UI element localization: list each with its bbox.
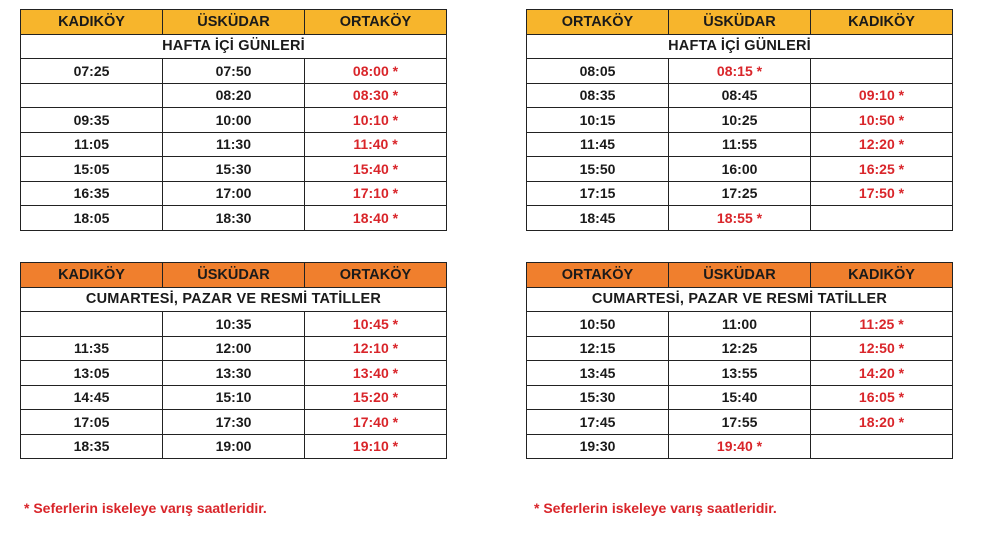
arrival-time: 18:55 *: [669, 206, 811, 231]
table-header-row: [21, 10, 447, 35]
departure-time: 15:30: [527, 385, 669, 410]
column-header: ÜSKÜDAR: [669, 263, 811, 288]
arrival-time: 11:25 *: [811, 312, 953, 337]
table-row: [527, 206, 953, 231]
table-row: [21, 361, 447, 386]
weekday-kadikoy-ortakoy-table: [20, 9, 447, 231]
arrival-time: 12:50 *: [811, 336, 953, 361]
arrival-time: 09:10 *: [811, 83, 953, 108]
departure-time: 10:00: [163, 108, 305, 133]
departure-time: 17:25: [669, 181, 811, 206]
table-row: [21, 336, 447, 361]
weekday-ortakoy-kadikoy-table: [526, 9, 953, 231]
arrival-note-right: * Seferlerin iskeleye varış saatleridir.: [534, 500, 777, 516]
departure-time: 13:05: [21, 361, 163, 386]
column-header: KADIKÖY: [811, 263, 953, 288]
departure-time: 11:55: [669, 132, 811, 157]
arrival-time: 16:05 *: [811, 385, 953, 410]
column-header: ÜSKÜDAR: [163, 263, 305, 288]
weekend-ortakoy-kadikoy-table: [526, 262, 953, 459]
departure-time: 13:55: [669, 361, 811, 386]
arrival-time: 10:45 *: [305, 312, 447, 337]
table-row: [21, 312, 447, 337]
departure-time: 08:45: [669, 83, 811, 108]
departure-time: 13:45: [527, 361, 669, 386]
table-row: [21, 108, 447, 133]
arrival-time: 08:15 *: [669, 59, 811, 84]
departure-time: 10:25: [669, 108, 811, 133]
column-header: ORTAKÖY: [527, 263, 669, 288]
departure-time: 18:45: [527, 206, 669, 231]
departure-time: 16:35: [21, 181, 163, 206]
arrival-time: [811, 59, 953, 84]
departure-time: 18:35: [21, 434, 163, 459]
departure-time: 07:25: [21, 59, 163, 84]
departure-time: 17:00: [163, 181, 305, 206]
section-title: CUMARTESİ, PAZAR VE RESMİ TATİLLER: [527, 287, 953, 312]
departure-time: 13:30: [163, 361, 305, 386]
table-row: [527, 132, 953, 157]
departure-time: 17:05: [21, 410, 163, 435]
arrival-time: 18:40 *: [305, 206, 447, 231]
departure-time: 12:25: [669, 336, 811, 361]
table-header-row: [21, 263, 447, 288]
departure-time: 17:45: [527, 410, 669, 435]
departure-time: 11:35: [21, 336, 163, 361]
departure-time: 15:30: [163, 157, 305, 182]
departure-time: 08:20: [163, 83, 305, 108]
departure-time: 10:50: [527, 312, 669, 337]
departure-time: 17:30: [163, 410, 305, 435]
departure-time: 12:00: [163, 336, 305, 361]
departure-time: 15:10: [163, 385, 305, 410]
arrival-note-left: * Seferlerin iskeleye varış saatleridir.: [24, 500, 267, 516]
departure-time: 18:05: [21, 206, 163, 231]
table-row: [21, 206, 447, 231]
arrival-time: 19:10 *: [305, 434, 447, 459]
arrival-time: 18:20 *: [811, 410, 953, 435]
arrival-time: 13:40 *: [305, 361, 447, 386]
table-row: [527, 410, 953, 435]
departure-time: 09:35: [21, 108, 163, 133]
column-header: ORTAKÖY: [305, 263, 447, 288]
weekend-kadikoy-ortakoy-table: [20, 262, 447, 459]
section-row: [21, 287, 447, 312]
arrival-time: 12:10 *: [305, 336, 447, 361]
departure-time: 11:30: [163, 132, 305, 157]
table-row: [527, 108, 953, 133]
arrival-time: 12:20 *: [811, 132, 953, 157]
table-row: [21, 157, 447, 182]
departure-time: 15:40: [669, 385, 811, 410]
table-header-row: [527, 10, 953, 35]
section-row: [21, 34, 447, 59]
departure-time: [21, 312, 163, 337]
arrival-time: 08:00 *: [305, 59, 447, 84]
table-row: [21, 385, 447, 410]
column-header: KADIKÖY: [811, 10, 953, 35]
section-title: HAFTA İÇİ GÜNLERİ: [527, 34, 953, 59]
table-row: [21, 410, 447, 435]
column-header: ORTAKÖY: [305, 10, 447, 35]
arrival-time: 08:30 *: [305, 83, 447, 108]
departure-time: 10:15: [527, 108, 669, 133]
departure-time: 12:15: [527, 336, 669, 361]
table-row: [527, 312, 953, 337]
departure-time: 11:05: [21, 132, 163, 157]
arrival-time: 15:40 *: [305, 157, 447, 182]
arrival-time: 17:50 *: [811, 181, 953, 206]
departure-time: 11:45: [527, 132, 669, 157]
table-row: [527, 157, 953, 182]
arrival-time: 19:40 *: [669, 434, 811, 459]
departure-time: 15:05: [21, 157, 163, 182]
departure-time: 08:35: [527, 83, 669, 108]
arrival-time: 10:10 *: [305, 108, 447, 133]
table-row: [21, 434, 447, 459]
departure-time: 14:45: [21, 385, 163, 410]
arrival-time: 14:20 *: [811, 361, 953, 386]
table-row: [21, 83, 447, 108]
arrival-time: 10:50 *: [811, 108, 953, 133]
section-title: CUMARTESİ, PAZAR VE RESMİ TATİLLER: [21, 287, 447, 312]
table-header-row: [527, 263, 953, 288]
departure-time: 19:30: [527, 434, 669, 459]
column-header: ÜSKÜDAR: [669, 10, 811, 35]
table-row: [527, 181, 953, 206]
arrival-time: 16:25 *: [811, 157, 953, 182]
table-row: [527, 59, 953, 84]
departure-time: 19:00: [163, 434, 305, 459]
departure-time: 15:50: [527, 157, 669, 182]
departure-time: 08:05: [527, 59, 669, 84]
table-row: [527, 336, 953, 361]
table-row: [527, 434, 953, 459]
arrival-time: 17:10 *: [305, 181, 447, 206]
departure-time: 17:15: [527, 181, 669, 206]
table-row: [21, 132, 447, 157]
table-row: [21, 59, 447, 84]
column-header: ORTAKÖY: [527, 10, 669, 35]
departure-time: 07:50: [163, 59, 305, 84]
arrival-time: [811, 434, 953, 459]
departure-time: 18:30: [163, 206, 305, 231]
departure-time: 16:00: [669, 157, 811, 182]
section-row: [527, 287, 953, 312]
departure-time: [21, 83, 163, 108]
arrival-time: [811, 206, 953, 231]
arrival-time: 17:40 *: [305, 410, 447, 435]
arrival-time: 15:20 *: [305, 385, 447, 410]
departure-time: 10:35: [163, 312, 305, 337]
departure-time: 11:00: [669, 312, 811, 337]
column-header: KADIKÖY: [21, 263, 163, 288]
section-title: HAFTA İÇİ GÜNLERİ: [21, 34, 447, 59]
arrival-time: 11:40 *: [305, 132, 447, 157]
table-row: [527, 83, 953, 108]
column-header: ÜSKÜDAR: [163, 10, 305, 35]
section-row: [527, 34, 953, 59]
table-row: [527, 385, 953, 410]
table-row: [527, 361, 953, 386]
departure-time: 17:55: [669, 410, 811, 435]
column-header: KADIKÖY: [21, 10, 163, 35]
table-row: [21, 181, 447, 206]
